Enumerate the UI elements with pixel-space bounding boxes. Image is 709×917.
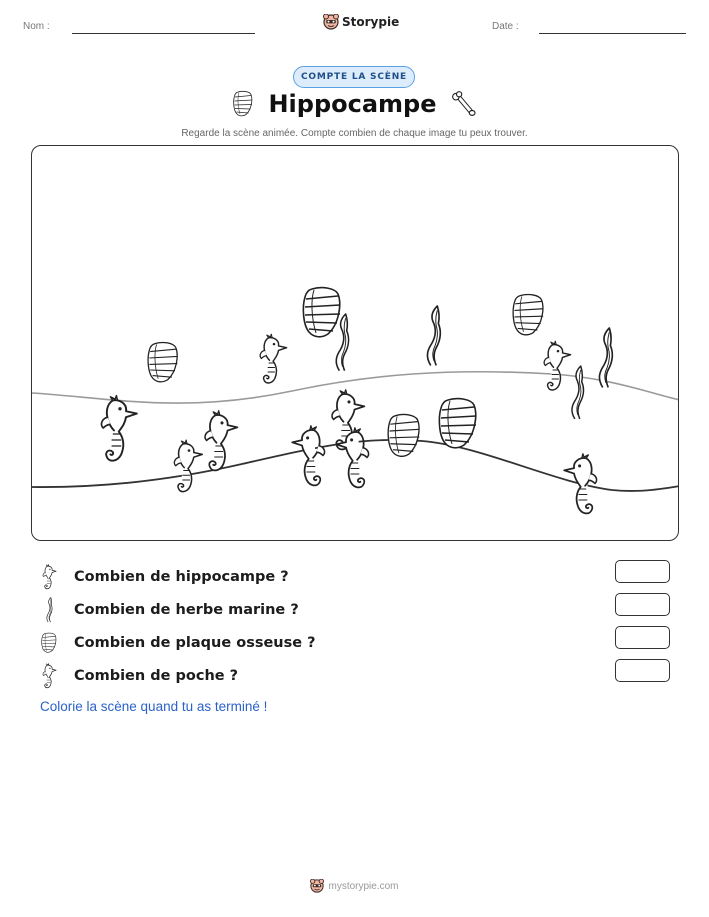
date-label: Date :	[492, 21, 519, 32]
question-text: Combien de plaque osseuse ?	[74, 634, 316, 651]
seagrass-icon	[40, 597, 58, 623]
date-line[interactable]	[539, 33, 686, 34]
footer-url[interactable]: mystorypie.com	[328, 880, 399, 892]
footer	[0, 879, 709, 893]
mascot-icon	[310, 879, 324, 893]
seahorse-4	[205, 411, 237, 471]
seagrass-1	[336, 314, 348, 371]
bony-plate-5	[439, 399, 476, 448]
name-line[interactable]	[72, 33, 255, 34]
answer-box-seagrass[interactable]	[615, 593, 670, 616]
mascot-icon	[323, 14, 339, 30]
question-text: Combien de poche ?	[74, 667, 239, 684]
pouch-icon	[40, 663, 58, 689]
title-row	[0, 90, 709, 118]
coloring-instruction: Colorie la scène quand tu as terminé !	[40, 699, 268, 714]
seahorse-9	[564, 454, 596, 514]
scene-illustration	[32, 146, 679, 541]
seahorse-8	[292, 426, 324, 486]
bony-plate-icon	[40, 630, 58, 656]
brand-logo	[323, 14, 399, 30]
question-list	[40, 560, 670, 692]
bony-plate-1	[148, 342, 177, 381]
instruction-text: Regarde la scène animée. Compte combien de chaque image tu peux trouver.	[181, 128, 528, 139]
activity-badge: COMPTE LA SCÈNE	[293, 66, 415, 88]
bone-icon	[451, 90, 477, 118]
seahorse-5	[174, 440, 202, 491]
answer-box-bony-plate[interactable]	[615, 626, 670, 649]
question-row-seagrass	[40, 593, 670, 626]
seahorse-2	[544, 341, 570, 390]
question-row-seahorse	[40, 560, 670, 593]
name-label: Nom :	[23, 21, 50, 32]
question-text: Combien de hippocampe ?	[74, 568, 289, 585]
bony-plate-icon	[232, 90, 254, 118]
answer-box-pouch[interactable]	[615, 659, 670, 682]
question-row-bony-plate	[40, 626, 670, 659]
seagrass-2	[427, 306, 440, 365]
seahorse-icon	[40, 564, 58, 590]
seahorse-1	[260, 334, 286, 383]
counting-scene[interactable]	[31, 145, 679, 541]
bony-plate-4	[388, 415, 419, 457]
brand-name: Storypie	[342, 15, 400, 29]
seahorse-3	[102, 396, 137, 461]
bony-plate-2	[303, 288, 340, 337]
seagrass-3	[599, 328, 612, 387]
question-text: Combien de herbe marine ?	[74, 601, 299, 618]
seagrass-4	[572, 366, 583, 419]
page-title: Hippocampe	[268, 90, 437, 118]
answer-box-seahorse[interactable]	[615, 560, 670, 583]
bony-plate-3	[513, 295, 543, 335]
question-row-pouch	[40, 659, 670, 692]
